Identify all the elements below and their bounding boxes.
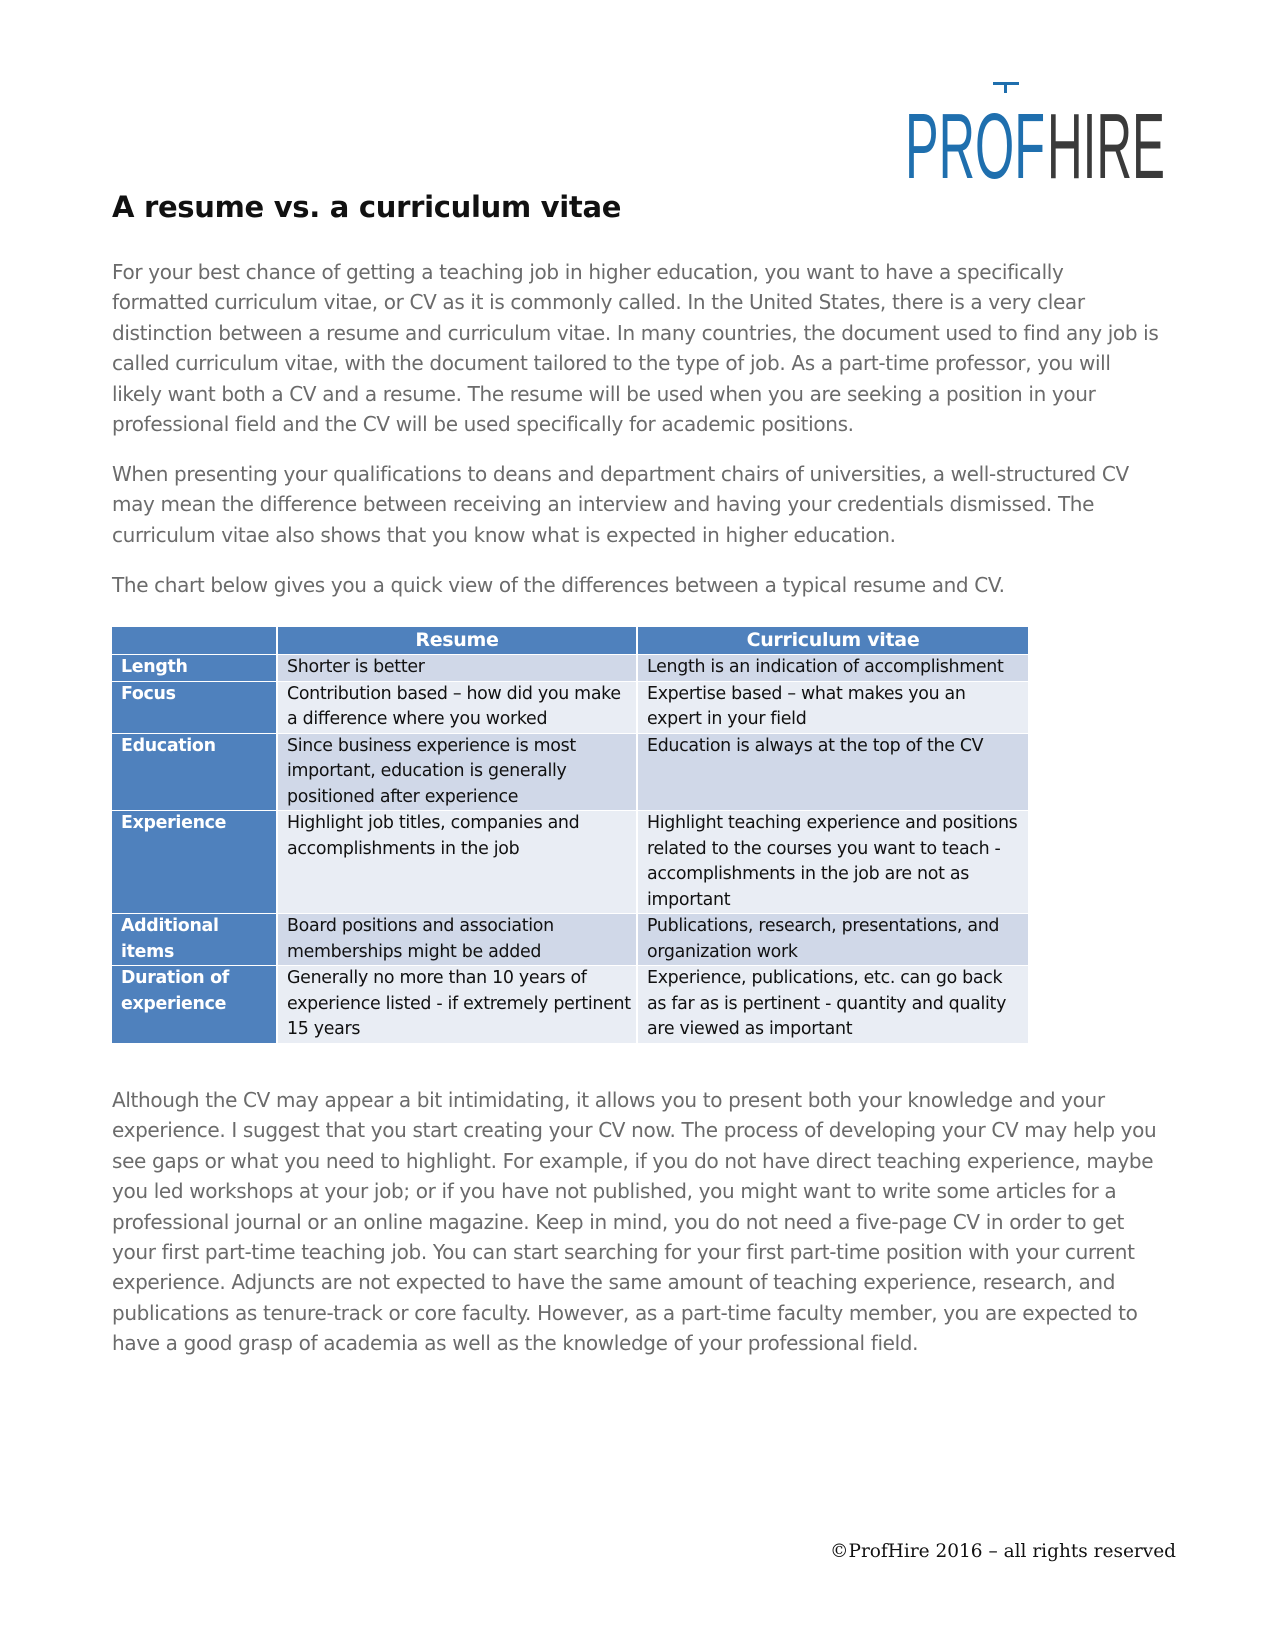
logo-text-hire: HIRE (1047, 94, 1165, 184)
table-header-resume: Resume (278, 627, 638, 655)
row-label: Focus (112, 682, 278, 734)
table-header-empty (112, 627, 278, 655)
logo-text-prof: PROF (905, 94, 1045, 184)
comparison-table (112, 627, 1028, 1044)
profhire-logo-graphic (905, 80, 1165, 184)
cv-cell: Highlight teaching experience and positions related to the courses you want to teach - accomplishments in the job are not as important (638, 811, 1028, 914)
cv-cell: Length is an indication of accomplishment (638, 655, 1028, 682)
chart-intro-paragraph: The chart below gives you a quick view of the differences between a typical resume and CV. (112, 573, 1005, 597)
intro-paragraph: For your best chance of getting a teaching job in higher education, you want to have a specifically formatted curriculum vitae, or CV as it is commonly called. In the United States, there is a very clear distinction between a resume and curriculum vitae. In many countries, the document used to find any job is called curriculum vitae, with the document tailored to the type of job. As a part-time professor, you will likely want both a CV and a resume. The resume will be used when you are seeking a position in your professional field and the CV will be used specifically for academic positions. (112, 260, 1159, 437)
profhire-logo (905, 80, 1165, 184)
resume-cell: Highlight job titles, companies and accomplishments in the job (278, 811, 638, 914)
table-row (112, 811, 1028, 914)
cv-cell: Expertise based – what makes you an expert in your field (638, 682, 1028, 734)
table-row (112, 914, 1028, 966)
row-label: Education (112, 734, 278, 812)
row-label: Length (112, 655, 278, 682)
resume-cell: Shorter is better (278, 655, 638, 682)
resume-cell: Since business experience is most important, education is generally positioned after experience (278, 734, 638, 812)
table-row (112, 966, 1028, 1044)
cv-cell: Experience, publications, etc. can go back as far as is pertinent - quantity and quality are viewed as important (638, 966, 1028, 1044)
cv-cell: Publications, research, presentations, and organization work (638, 914, 1028, 966)
copyright-footer: ©ProfHire 2016 – all rights reserved (830, 1541, 1176, 1562)
table-row (112, 655, 1028, 682)
qualifications-paragraph: When presenting your qualifications to deans and department chairs of universities, a well-structured CV may mean the difference between receiving an interview and having your credentials dismissed. The curriculum vitae also shows that you know what is expected in higher education. (112, 462, 1129, 547)
resume-cell: Generally no more than 10 years of experience listed - if extremely pertinent 15 years (278, 966, 638, 1044)
table-row (112, 682, 1028, 734)
row-label: Additional items (112, 914, 278, 966)
conclusion-paragraph: Although the CV may appear a bit intimidating, it allows you to present both your knowledge and your experience. I suggest that you start creating your CV now. The process of developing your CV may help you see gaps or what you need to highlight. For example, if you do not have direct teaching experience, maybe you led workshops at your job; or if you have not published, you might want to write some articles for a professional journal or an online magazine. Keep in mind, you do not need a five-page CV in order to get your first part-time teaching job. You can start searching for your first part-time position with your current experience. Adjuncts are not expected to have the same amount of teaching experience, research, and publications as tenure-track or core faculty. However, as a part-time faculty member, you are expected to have a good grasp of academia as well as the knowledge of your professional field. (112, 1088, 1157, 1356)
row-label: Duration of experience (112, 966, 278, 1044)
table-header-cv: Curriculum vitae (638, 627, 1028, 655)
resume-cell: Contribution based – how did you make a difference where you worked (278, 682, 638, 734)
table-row (112, 734, 1028, 812)
table-header-row (112, 627, 1028, 655)
cv-cell: Education is always at the top of the CV (638, 734, 1028, 812)
row-label: Experience (112, 811, 278, 914)
page-title: A resume vs. a curriculum vitae (112, 190, 622, 224)
resume-cell: Board positions and association memberships might be added (278, 914, 638, 966)
